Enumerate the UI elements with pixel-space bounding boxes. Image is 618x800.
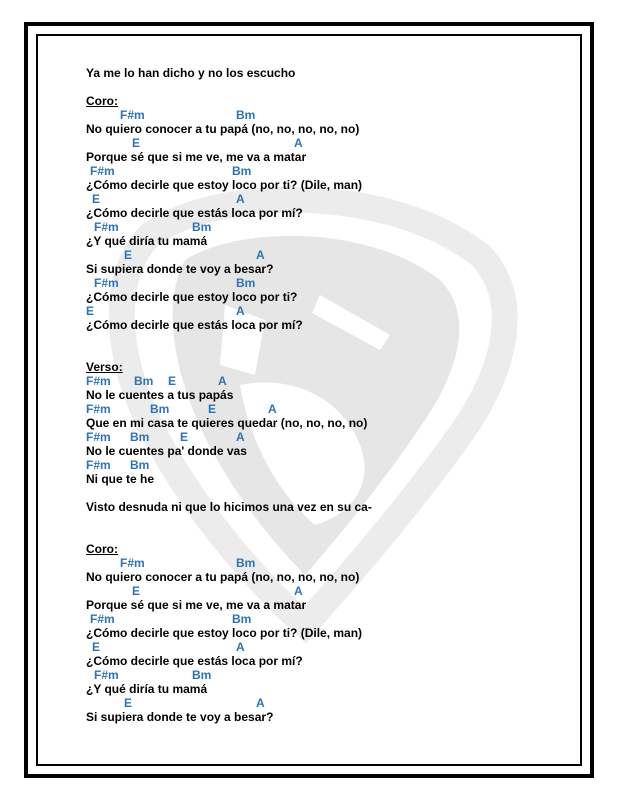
chord: E xyxy=(124,696,133,710)
lyric-line: ¿Cómo decirle que estás loca por mí? xyxy=(86,318,303,332)
chord: E xyxy=(180,430,189,444)
section-title-coro: Coro: xyxy=(86,542,118,556)
chord: A xyxy=(236,304,245,318)
chord: F#m xyxy=(86,458,111,472)
lyric-line: ¿Cómo decirle que estás loca por mí? xyxy=(86,206,303,220)
chord: A xyxy=(256,696,265,710)
chord: A xyxy=(236,430,245,444)
chord: F#m xyxy=(94,668,119,682)
chord: A xyxy=(236,640,245,654)
lyric-line: Visto desnuda ni que lo hicimos una vez en su ca- xyxy=(86,500,372,514)
chord: Bm xyxy=(192,220,212,234)
chord: F#m xyxy=(94,276,119,290)
spacer xyxy=(86,80,546,94)
chord: F#m xyxy=(86,374,111,388)
lyric-line: ¿Cómo decirle que estoy loco por ti? xyxy=(86,290,298,304)
chord: F#m xyxy=(120,108,145,122)
chord: A xyxy=(236,192,245,206)
spacer xyxy=(86,514,546,542)
chord: A xyxy=(256,248,265,262)
chord: Bm xyxy=(232,164,252,178)
lyric-line: ¿Y qué diría tu mamá xyxy=(86,234,208,248)
chord: A xyxy=(268,402,277,416)
chord: Bm xyxy=(232,612,252,626)
chord: F#m xyxy=(86,402,111,416)
chord: E xyxy=(132,584,141,598)
lyric-line: Si supiera donde te voy a besar? xyxy=(86,710,274,724)
chord: Bm xyxy=(130,458,150,472)
chord: Bm xyxy=(236,276,256,290)
lyric-line: No quiero conocer a tu papá (no, no, no, no, no) xyxy=(86,122,360,136)
chord: F#m xyxy=(86,430,111,444)
lyric-line: Ni que te he xyxy=(86,472,155,486)
lyric-line: ¿Cómo decirle que estás loca por mí? xyxy=(86,654,303,668)
chord: E xyxy=(86,304,95,318)
spacer xyxy=(86,486,546,500)
chord: Bm xyxy=(130,430,150,444)
lyric-line: Si supiera donde te voy a besar? xyxy=(86,262,274,276)
section-title-verso: Verso: xyxy=(86,360,123,374)
chord: E xyxy=(92,192,101,206)
lyric-line: Porque sé que si me ve, me va a matar xyxy=(86,598,307,612)
chord: A xyxy=(294,136,303,150)
chord: Bm xyxy=(236,108,256,122)
lyric-line: ¿Cómo decirle que estoy loco por ti? (Dile, man) xyxy=(86,626,363,640)
chord: A xyxy=(294,584,303,598)
lyric-line: Que en mi casa te quieres quedar (no, no, no, no) xyxy=(86,416,368,430)
section-title-coro: Coro: xyxy=(86,94,118,108)
lyric-line: ¿Y qué diría tu mamá xyxy=(86,682,208,696)
lyric-line: Porque sé que si me ve, me va a matar xyxy=(86,150,307,164)
chord: A xyxy=(218,374,227,388)
lyric-line: ¿Cómo decirle que estoy loco por ti? (Dile, man) xyxy=(86,178,363,192)
chord: F#m xyxy=(90,612,115,626)
intro-line: Ya me lo han dicho y no los escucho xyxy=(86,66,296,80)
chord: E xyxy=(92,640,101,654)
lyric-line: No quiero conocer a tu papá (no, no, no, no, no) xyxy=(86,570,360,584)
chord: F#m xyxy=(120,556,145,570)
chord: F#m xyxy=(90,164,115,178)
chord: F#m xyxy=(94,220,119,234)
chord: E xyxy=(132,136,141,150)
lyric-line: No le cuentes pa' donde vas xyxy=(86,444,247,458)
chord: Bm xyxy=(192,668,212,682)
spacer xyxy=(86,332,546,360)
chord: Bm xyxy=(150,402,170,416)
chord: E xyxy=(124,248,133,262)
chord: Bm xyxy=(134,374,154,388)
lyric-line: No le cuentes a tus papás xyxy=(86,388,234,402)
chord: E xyxy=(208,402,217,416)
chord: E xyxy=(168,374,177,388)
song-sheet xyxy=(86,66,546,724)
chord: Bm xyxy=(236,556,256,570)
